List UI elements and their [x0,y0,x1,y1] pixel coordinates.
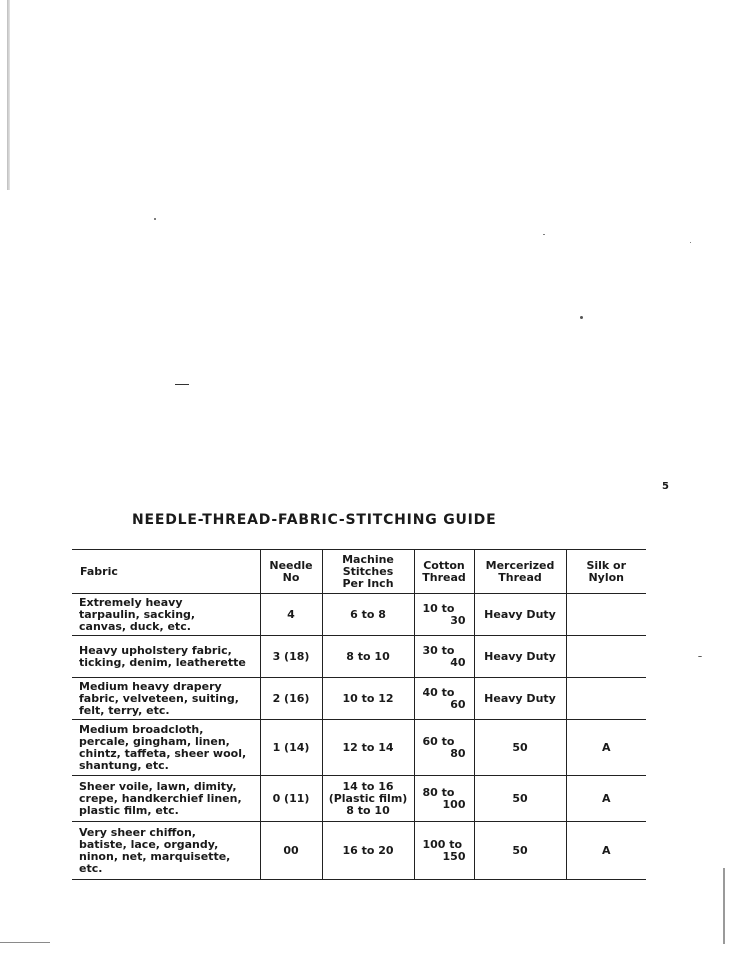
cell-silk [566,594,646,636]
scan-line-bottom [0,942,50,943]
cell-stitches [322,822,414,880]
cell-mercerized: 50 [474,822,566,880]
cell-fabric [72,720,260,776]
header-cotton [414,550,474,594]
scan-speck [690,242,691,243]
cell-needle: 4 [260,594,322,636]
header-line: Mercerized [485,558,555,572]
cell-silk: A [566,776,646,822]
cell-silk: A [566,822,646,880]
header-line: Nylon [588,570,625,584]
scan-speck [154,218,156,220]
title-part-1: NEEDLE-THREAD-FABRIC-STITCHING [132,512,438,528]
cotton-line: 60 [450,697,466,711]
cell-cotton [414,594,474,636]
header-stitches [322,550,414,594]
table-row [72,594,646,636]
scan-speck [543,234,545,235]
scan-speck [698,656,702,657]
page-number: 5 [662,481,669,492]
header-line: Machine [342,552,394,566]
fabric-line: ninon, net, marquisette, [79,849,231,863]
table-row [72,822,646,880]
fabric-line: Sheer voile, lawn, dimity, [79,779,237,793]
cell-fabric [72,636,260,678]
stitches-line: 14 to 16 [342,779,394,793]
cell-fabric [72,822,260,880]
fabric-line: tarpaulin, sacking, [79,607,196,621]
stitching-guide-table [72,549,646,880]
cell-needle: 0 (11) [260,776,322,822]
header-silk [566,550,646,594]
header-needle [260,550,322,594]
header-line: Stitches [342,564,394,578]
fabric-line: ticking, denim, leatherette [79,655,246,669]
fabric-line: Very sheer chiffon, [79,825,196,839]
cotton-line: 100 [442,797,466,811]
stitches-line: 8 to 10 [346,803,390,817]
cell-fabric [72,594,260,636]
cell-fabric [72,678,260,720]
header-line: Cotton [423,558,465,572]
cotton-line: 80 [450,746,466,760]
cell-mercerized: Heavy Duty [474,636,566,678]
cotton-line: 100 to [422,837,463,851]
scan-edge-left [7,0,10,190]
cotton-line: 40 [450,655,466,669]
fabric-line: felt, terry, etc. [79,703,170,717]
header-fabric: Fabric [80,564,118,578]
header-mercerized [474,550,566,594]
cell-stitches [322,678,414,720]
scan-edge-right [723,868,725,944]
cell-cotton [414,636,474,678]
table-row [72,678,646,720]
cell-cotton [414,822,474,880]
cell-cotton [414,776,474,822]
header-line: Needle [269,558,313,572]
stitches-line: 12 to 14 [342,740,394,754]
table-header-row [72,550,646,594]
table-row [72,636,646,678]
fabric-line: batiste, lace, organdy, [79,837,219,851]
header-line: Thread [422,570,466,584]
cotton-line: 60 to [422,734,455,748]
fabric-line: shantung, etc. [79,758,169,772]
scan-dash-mark [175,384,189,385]
cell-mercerized: 50 [474,776,566,822]
table-row [72,776,646,822]
page-title [132,512,496,528]
fabric-line: etc. [79,861,103,875]
fabric-line: crepe, handkerchief linen, [79,791,242,805]
header-line: No [282,570,300,584]
cell-silk [566,678,646,720]
cotton-line: 30 to [422,643,455,657]
stitches-line: 8 to 10 [346,649,390,663]
cell-needle: 00 [260,822,322,880]
cotton-line: 30 [450,613,466,627]
title-part-2: GUIDE [443,512,497,528]
cotton-line: 80 to [422,785,455,799]
cell-needle: 1 (14) [260,720,322,776]
cell-stitches [322,636,414,678]
fabric-line: Extremely heavy [79,595,183,609]
fabric-line: canvas, duck, etc. [79,619,191,633]
cell-stitches [322,720,414,776]
cell-needle: 3 (18) [260,636,322,678]
fabric-line: plastic film, etc. [79,803,179,817]
header-line: Thread [498,570,542,584]
fabric-line: Medium broadcloth, [79,722,204,736]
cell-silk [566,636,646,678]
stitches-line: 10 to 12 [342,691,394,705]
cell-stitches [322,776,414,822]
fabric-line: Heavy upholstery fabric, [79,643,232,657]
cotton-line: 150 [442,849,466,863]
stitches-line: 6 to 8 [350,607,386,621]
cotton-line: 10 to [422,601,455,615]
cell-mercerized: Heavy Duty [474,594,566,636]
header-line: Per Inch [342,576,394,590]
fabric-line: percale, gingham, linen, [79,734,230,748]
cell-mercerized: 50 [474,720,566,776]
fabric-line: Medium heavy drapery [79,679,222,693]
cell-fabric [72,776,260,822]
cell-stitches [322,594,414,636]
scan-speck [580,316,583,319]
stitches-line: 16 to 20 [342,843,394,857]
fabric-line: fabric, velveteen, suiting, [79,691,239,705]
stitches-line: (Plastic film) [328,791,408,805]
fabric-line: chintz, taffeta, sheer wool, [79,746,247,760]
cotton-line: 40 to [422,685,455,699]
header-line: Silk or [586,558,627,572]
cell-silk: A [566,720,646,776]
cell-needle: 2 (16) [260,678,322,720]
cell-cotton [414,720,474,776]
table-row [72,720,646,776]
cell-mercerized: Heavy Duty [474,678,566,720]
cell-cotton [414,678,474,720]
